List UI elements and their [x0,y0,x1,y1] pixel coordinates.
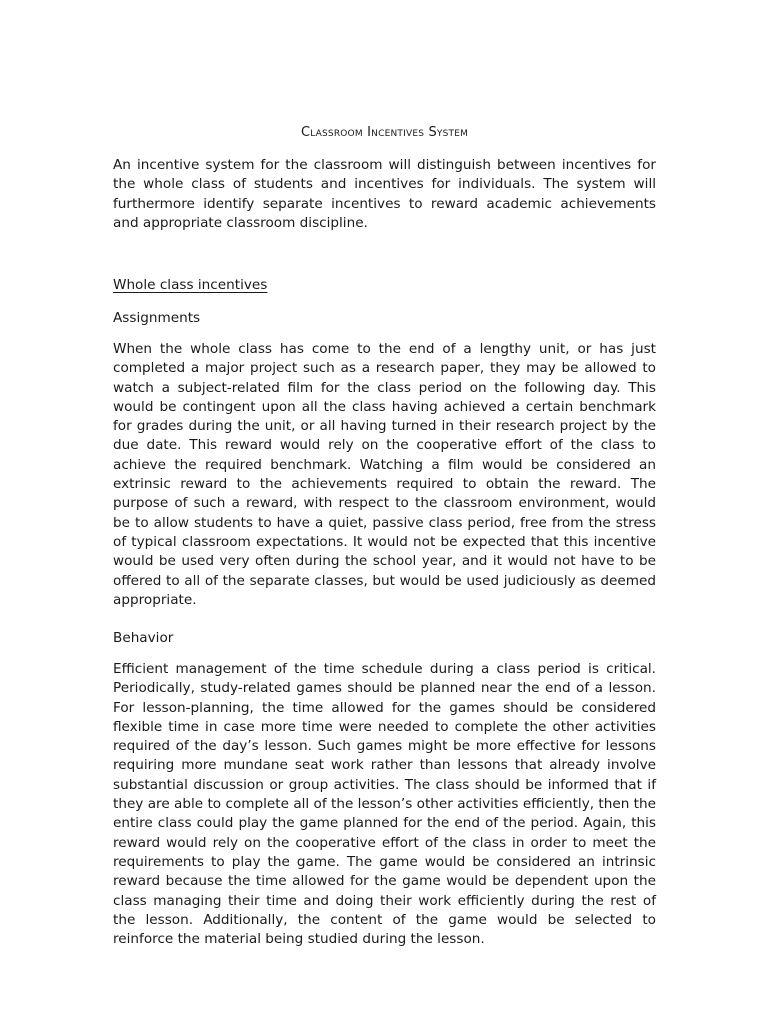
assignments-paragraph: When the whole class has come to the end of a lengthy unit, or has just completed a major project such as a research paper, they may be allowed to watch a subject-related film for the class period on the following day. This would be contingent upon all the class having achieved a certain benchmark for grades during the unit, or all having turned in their research project by the due date. This reward would rely on the cooperative effort of the class to achieve the required benchmark. Watching a film would be considered an extrinsic reward to the achievements required to obtain the reward. The purpose of such a reward, with respect to the classroom environment, would be to allow students to have a quiet, passive class period, free from the stress of typical classroom expectations. It would not be expected that this incentive would be used very often during the school year, and it would not have to be offered to all of the separate classes, but would be used judiciously as deemed appropriate. [113,341,656,608]
subheading-behavior: Behavior [113,630,174,646]
subheading-assignments: Assignments [113,310,201,326]
document-title: Classroom Incentives System [300,125,469,140]
section-heading-whole-class: Whole class incentives [113,277,268,293]
document-page [113,0,656,1024]
intro-paragraph: An incentive system for the classroom will distinguish between incentives for the whole class of students and incentives for individuals. The system will furthermore identify separate incentives to reward academic achievements and appropriate classroom discipline. [113,157,656,231]
behavior-paragraph: Efficient management of the time schedule during a class period is critical. Periodically, study-related games should be planned near the end of a lesson. For lesson-planning, the time allowed for the games should be considered flexible time in case more time were needed to complete the other activities required of the day’s lesson. Such games might be more effective for lessons requiring more mundane seat work rather than lessons that already involve substantial discussion or group activities. The class should be informed that if they are able to complete all of the lesson’s other activities efficiently, then the entire class could play the game planned for the end of the period. Again, this reward would rely on the cooperative effort of the class in order to meet the requirements to play the game. The game would be considered an intrinsic reward because the time allowed for the game would be dependent upon the class managing their time and doing their work efficiently during the rest of the lesson. Additionally, the content of the game would be selected to reinforce the material being studied during the lesson. [113,661,656,948]
